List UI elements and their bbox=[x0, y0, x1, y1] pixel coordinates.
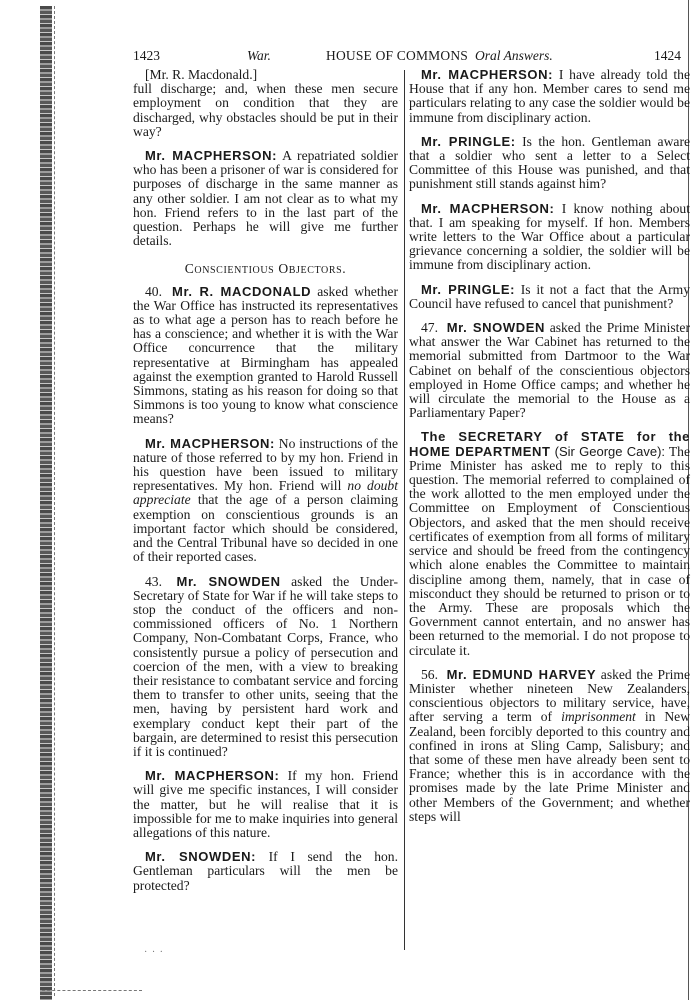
answer-paragraph bbox=[133, 769, 398, 840]
speaker-name: Mr. MACPHERSON: bbox=[145, 768, 280, 784]
question-number: 56. bbox=[421, 666, 438, 682]
page-number-right: 1424 bbox=[654, 48, 681, 63]
answer-paragraph bbox=[409, 202, 690, 273]
answer-paragraph bbox=[409, 430, 690, 657]
speaker-name: Mr. PRINGLE: bbox=[421, 133, 516, 149]
speaker-name: Mr. SNOWDEN bbox=[446, 320, 545, 336]
speech-text: Is the hon. Gentleman aware that a soldier who sent a letter to a Select Committee of this House was punished, and that punishment still stands against him? bbox=[409, 133, 691, 192]
speaker-name: Mr. PRINGLE: bbox=[421, 281, 516, 297]
speech-text: asked the Under-Secretary of State for War if he will take steps to stop the conduct of the officers and non-commissioned officers of No. 1 Northern Company, Non-Combatant Corps, France, who consistently pursue a policy of persecution and coercion of the men, with a view to breaking their resistance to combatant service and forcing them to transfer to other units, seeing that the men, having by persistent hard work and exemplary conduct kept their part of the bargain, are determined to resist this persecution if it is continued? bbox=[133, 573, 398, 759]
speech-text: asked the Prime Minister what answer the War Cabinet has returned to the memorial submitted from Dartmoor to the War Cabinet on behalf of the conscientious objectors employed in Home Office camps; and whether he will circulate the memorial to the House as a Parliamentary Paper? bbox=[409, 320, 690, 421]
speaker-name: Mr. SNOWDEN: bbox=[145, 849, 257, 865]
followup-paragraph bbox=[133, 850, 398, 893]
answer-paragraph bbox=[133, 437, 398, 565]
speech-text: I know nothing about that. I am speaking for myself. If hon. Members write letters to the War Office about a particular grievance concerning a soldier, the soldier will be immune from disciplinary action. bbox=[409, 200, 690, 273]
question-paragraph bbox=[133, 285, 398, 427]
speaker-name: Mr. SNOWDEN bbox=[176, 573, 281, 589]
scan-speckle: · · · bbox=[144, 947, 164, 958]
right-column bbox=[405, 68, 690, 834]
question-number: 47. bbox=[421, 320, 438, 336]
continuation-speaker: [Mr. R. Macdonald.] bbox=[145, 67, 258, 82]
speech-text: I have already told the House that if any hon. Member cares to send me particulars relating to any case the soldier would be immune from disciplinary action. bbox=[409, 67, 690, 125]
left-column bbox=[133, 68, 398, 903]
question-number: 40. bbox=[145, 283, 162, 299]
speaker-name: (Sir George Cave): bbox=[554, 443, 666, 459]
section-heading: Conscientious Objectors. bbox=[184, 261, 347, 277]
question-number: 43. bbox=[145, 573, 162, 589]
speaker-name: Mr. MACPHERSON: bbox=[421, 200, 555, 216]
page-number-left: 1423 bbox=[133, 48, 160, 63]
speaker-title: The SECRETARY of STATE for the HOME DEPARTMENT bbox=[409, 429, 690, 459]
section-label-right: Oral Answers. bbox=[475, 48, 553, 63]
question-paragraph bbox=[133, 575, 398, 760]
speech-text: asked the Prime Minister whether nineteen New Zealanders, conscientious objectors to military service, have, after serving a term of bbox=[409, 666, 690, 725]
speaker-name: Mr. MACPHERSON: bbox=[421, 67, 554, 82]
speech-text: Is it not a fact that the Army Council have refused to cancel that punishment? bbox=[409, 281, 690, 311]
speech-text: If my hon. Friend will give me specific instances, I will consider the matter, but he will realise that it is impossible for me to make inquiries into general allegations of this nature. bbox=[133, 768, 398, 840]
binding-shadow-line bbox=[54, 6, 56, 996]
section-label-left: War. bbox=[247, 48, 271, 63]
question-paragraph bbox=[409, 321, 690, 420]
answer-paragraph bbox=[409, 68, 690, 125]
question-paragraph bbox=[409, 668, 690, 824]
italic-phrase: no doubt appreciate bbox=[133, 478, 398, 508]
continuation-paragraph: full discharge; and, when these men secure employment on condition that they are discharged, why obstacles should be put in their way? bbox=[133, 81, 398, 139]
book-binding-edge bbox=[40, 6, 52, 1000]
speaker-name: Mr. EDMUND HARVEY bbox=[446, 666, 597, 682]
binding-bottom-line bbox=[42, 990, 142, 992]
speaker-name: Mr. R. MACDONALD bbox=[172, 283, 312, 299]
question-paragraph bbox=[409, 283, 690, 311]
publication-title: HOUSE OF COMMONS bbox=[326, 48, 468, 63]
speech-text: that the age of a person claiming exemption on conscientious grounds is an important factor which should be considered, and the Central Tribunal have so decided in one of their reported cases. bbox=[133, 492, 398, 565]
italic-phrase: imprisonment bbox=[561, 709, 636, 725]
speech-text: If I send the hon. Gentleman particulars will the men be protected? bbox=[133, 849, 398, 893]
speech-text: asked whether the War Office has instructed its representatives as to what age a person has to reach before he has a conscience; and whether it is with the War Office concurrence that the military representative at Birmingham has appealed against the exemption granted to Harold Russell Simmons, stating as his reason for doing so that Simmons is too young to know what conscience means? bbox=[133, 283, 398, 427]
speaker-name: Mr. MACPHERSON: bbox=[145, 148, 278, 164]
answer-paragraph bbox=[133, 149, 398, 248]
running-header bbox=[133, 48, 681, 66]
speech-text: No instructions of the nature of those referred to by my hon. Friend in his question have been issued to military representatives. My hon. Friend will bbox=[133, 435, 398, 494]
speech-text: A repatriated soldier who has been a prisoner of war is considered for purposes of discharge in the same manner as any other soldier. I am not clear as to what my hon. Friend refers to in the last part of the question. Perhaps he will give me further details. bbox=[133, 148, 398, 249]
speech-text: in New Zealand, been forcibly deported to this country and confined in irons at Sling Camp, Salisbury; and that some of these men have already been sent to France; whether this is in accordance with the promises made by the late Prime Minister and other Members of the Government; and whether steps will bbox=[409, 709, 691, 824]
speech-text: The Prime Minister has asked me to reply to this question. The memorial referred to complained of the work allotted to the men employed under the Committee on Employment of Conscientious Objectors, and asked that the men should receive certificates of exemption from all forms of military service and should be freed from the contingency which alone enables the Committee to maintain discipline among them, namely, that in case of misconduct they should be returned to prison or to the Army. These are proposals which the Government cannot entertain, and no answer has been returned to the memorial. I do not propose to circulate it. bbox=[409, 443, 690, 658]
speaker-name: Mr. MACPHERSON: bbox=[145, 435, 275, 451]
question-paragraph bbox=[409, 135, 690, 192]
